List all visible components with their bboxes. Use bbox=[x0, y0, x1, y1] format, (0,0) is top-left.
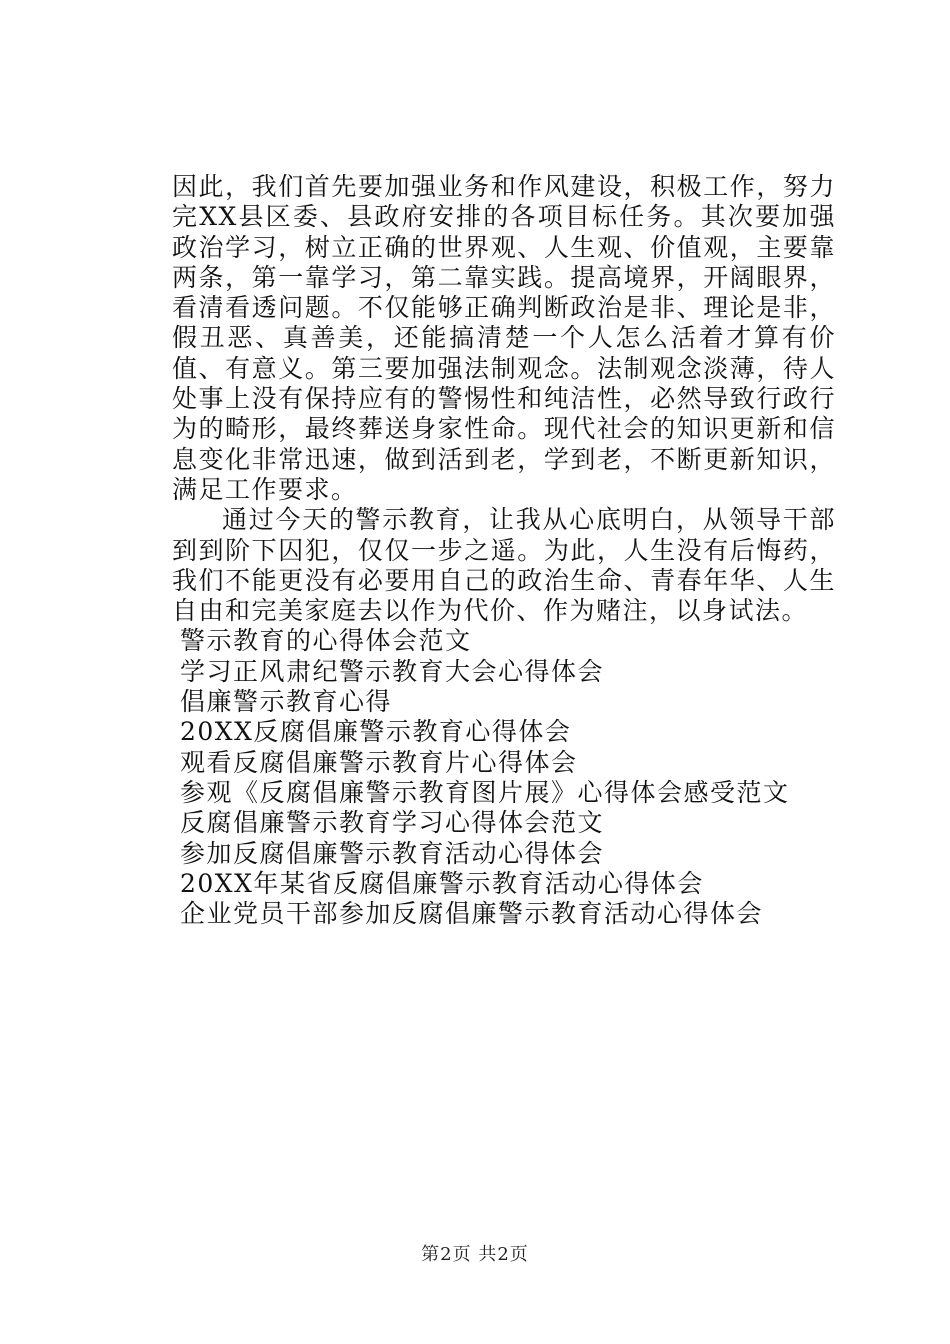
related-article-item[interactable]: 反腐倡廉警示教育学习心得体会范文 bbox=[180, 808, 605, 838]
related-article-item[interactable]: 参观《反腐倡廉警示教育图片展》心得体会感受范文 bbox=[180, 777, 790, 807]
related-article-item[interactable]: 参加反腐倡廉警示教育活动心得体会 bbox=[180, 838, 605, 868]
related-article-item[interactable]: 企业党员干部参加反腐倡廉警示教育活动心得体会 bbox=[180, 899, 764, 929]
related-article-item[interactable]: 倡廉警示教育心得 bbox=[180, 687, 393, 717]
document-body bbox=[172, 172, 836, 929]
related-article-item[interactable]: 20XX反腐倡廉警示教育心得体会 bbox=[180, 717, 572, 747]
body-paragraph-1: 因此，我们首先要加强业务和作风建设，积极工作，努力完XX县区委、县政府安排的各项目标任务。其次要加强政治学习，树立正确的世界观、人生观、价值观，主要靠两条，第一靠学习，第二靠实践。提高境界，开阔眼界，看清看透问题。不仅能够正确判断政治是非、理论是非，假丑恶、真善美，还能搞清楚一个人怎么活着才算有价值、有意义。第三要加强法制观念。法制观念淡薄，待人处事上没有保持应有的警惕性和纯洁性，必然导致行政行为的畸形，最终葬送身家性命。现代社会的知识更新和信息变化非常迅速，做到活到老，学到老，不断更新知识，满足工作要求。 bbox=[172, 172, 836, 504]
related-article-item[interactable]: 20XX年某省反腐倡廉警示教育活动心得体会 bbox=[180, 868, 704, 898]
related-article-item[interactable]: 学习正风肃纪警示教育大会心得体会 bbox=[180, 656, 605, 686]
body-paragraph-2: 通过今天的警示教育，让我从心底明白，从领导干部到到阶下囚犯，仅仅一步之遥。为此，人生没有后悔药，我们不能更没有必要用自己的政治生命、青春年华、人生自由和完美家庭去以作为代价、作为赌注，以身试法。 bbox=[172, 505, 836, 626]
page-number-footer: 第2页 共2页 bbox=[421, 1244, 529, 1265]
related-articles-list bbox=[172, 626, 836, 929]
related-article-item[interactable]: 警示教育的心得体会范文 bbox=[180, 626, 472, 656]
related-article-item[interactable]: 观看反腐倡廉警示教育片心得体会 bbox=[180, 747, 578, 777]
